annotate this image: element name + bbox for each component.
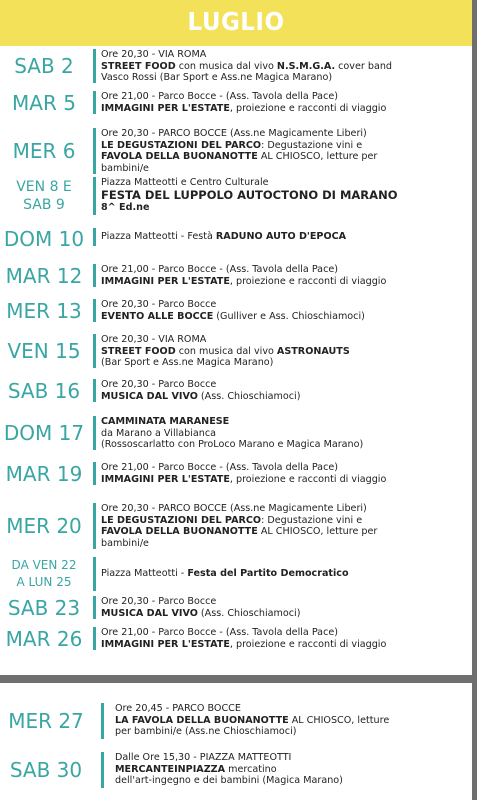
event-text: Dalle Ore 15,30 - PIAZZA MATTEOTTI	[115, 752, 292, 763]
event-row	[0, 462, 472, 485]
event-detail-line	[101, 151, 469, 163]
event-highlight-text: CAMMINATA MARANESE	[101, 416, 230, 427]
event-text: Ore 21,00 - Parco Bocce - (Ass. Tavola della Pace)	[101, 91, 338, 102]
event-row	[0, 703, 472, 739]
event-text: Ore 20,30 - PARCO BOCCE (Ass.ne Magicamente Liberi)	[101, 128, 367, 139]
event-text: Ore 21,00 - Parco Bocce - (Ass. Tavola della Pace)	[101, 462, 338, 473]
event-detail-line	[101, 189, 469, 202]
event-divider	[93, 627, 96, 650]
event-text: Ore 20,45 - PARCO BOCCE	[115, 703, 241, 714]
event-detail-line	[101, 72, 469, 84]
calendar-page-continued	[0, 683, 472, 800]
event-date: MAR 5	[12, 90, 76, 115]
event-detail-line	[101, 231, 469, 243]
event-detail-line	[101, 416, 469, 428]
event-text: : Degustazione vini e	[261, 514, 363, 526]
event-detail-line	[101, 379, 469, 391]
event-highlight-text: IMMAGINI PER L'ESTATE	[101, 275, 230, 287]
event-text: con musica dal vivo	[175, 60, 277, 72]
event-date	[0, 557, 88, 591]
month-title: LUGLIO	[187, 7, 285, 36]
event-highlight-text: EVENTO ALLE BOCCE	[101, 310, 214, 322]
event-row	[0, 557, 472, 591]
event-date: DOM 17	[3, 421, 85, 445]
event-text: Ore 20,30 - Parco Bocce	[101, 596, 217, 607]
event-detail-line	[101, 128, 469, 140]
event-detail-line	[101, 474, 469, 486]
event-date-line: VEN 8 E	[16, 179, 72, 195]
event-date: VEN 15	[7, 339, 81, 363]
event-divider	[93, 379, 96, 402]
event-row	[0, 503, 472, 549]
event-text: AL CHIOSCO, letture per	[257, 526, 378, 538]
event-text: cover band	[335, 60, 393, 72]
event-highlight-text: STREET FOOD	[101, 60, 176, 72]
event-detail-line	[101, 264, 469, 276]
event-details	[101, 503, 469, 549]
event-row	[0, 416, 472, 450]
event-text: Ore 21,00 - Parco Bocce - (Ass. Tavola della Pace)	[101, 264, 338, 275]
event-details	[101, 596, 469, 619]
event-divider	[93, 557, 96, 591]
event-divider	[93, 334, 96, 368]
event-divider	[93, 49, 96, 83]
event-row	[0, 299, 472, 322]
event-details	[115, 703, 472, 738]
event-details	[101, 416, 469, 451]
event-text: (Gulliver e Ass. Chioschiamoci)	[213, 310, 365, 322]
event-date	[0, 178, 88, 214]
event-detail-line	[101, 503, 469, 515]
event-divider	[93, 462, 96, 485]
event-divider	[93, 228, 96, 246]
event-text: per bambini/e (Ass.ne Chioschiamoci)	[115, 726, 297, 738]
event-date: MER 27	[8, 709, 84, 733]
event-detail-line	[101, 91, 469, 103]
event-detail-line	[101, 608, 469, 620]
event-detail-line	[101, 334, 469, 346]
event-divider	[93, 416, 96, 450]
event-text: Piazza Matteotti -	[101, 568, 188, 579]
event-detail-line	[101, 311, 469, 323]
event-details	[101, 462, 469, 485]
event-detail-line	[101, 515, 469, 527]
event-details	[101, 49, 469, 84]
event-divider	[93, 264, 96, 287]
event-detail-line	[101, 627, 469, 639]
event-text: , proiezione e racconti di viaggio	[229, 638, 387, 650]
event-date: MAR 26	[5, 626, 83, 651]
event-date: MER 13	[6, 298, 82, 323]
event-row	[0, 379, 472, 402]
event-text: Piazza Matteotti - Festà	[101, 231, 216, 242]
event-text: Ore 20,30 - Parco Bocce	[101, 379, 217, 390]
event-highlight-text: 8^ Ed.ne	[101, 201, 150, 213]
event-detail-line	[101, 140, 469, 152]
event-detail-line	[101, 538, 469, 550]
event-detail-line	[115, 726, 472, 738]
event-details	[101, 334, 469, 369]
event-row	[0, 128, 472, 174]
event-text: , proiezione e racconti di viaggio	[229, 275, 387, 287]
event-text: mercatino	[225, 763, 277, 775]
event-text: : Degustazione vini e	[261, 139, 363, 151]
event-detail-line	[101, 596, 469, 608]
event-detail-line	[115, 764, 472, 776]
event-text: dell'art-ingegno e dei bambini (Magica Marano)	[115, 775, 343, 787]
event-detail-line	[115, 703, 472, 715]
event-date: SAB 30	[9, 758, 83, 782]
event-row	[0, 227, 472, 251]
event-date: MER 6	[12, 139, 76, 163]
event-highlight-text: IMMAGINI PER L'ESTATE	[101, 473, 230, 485]
event-text: Piazza Matteotti e Centro Culturale	[101, 177, 269, 188]
event-highlight-text: IMMAGINI PER L'ESTATE	[101, 102, 230, 114]
event-highlight-text: FAVOLA DELLA BUONANOTTE	[101, 526, 258, 538]
event-detail-line	[101, 462, 469, 474]
event-detail-line	[101, 568, 469, 580]
event-divider	[93, 503, 96, 549]
event-highlight-text: RADUNO AUTO D'EPOCA	[215, 231, 347, 242]
event-text: da Marano a Villabianca	[101, 427, 217, 439]
event-details	[101, 568, 469, 580]
event-detail-line	[101, 276, 469, 288]
event-divider	[93, 91, 96, 114]
event-date-line: A LUN 25	[16, 575, 72, 589]
event-details	[101, 264, 469, 287]
event-row	[0, 627, 472, 650]
event-date: MAR 12	[5, 263, 83, 288]
event-row	[0, 264, 472, 287]
event-highlight-text: LE DEGUSTAZIONI DEL PARCO	[101, 514, 262, 526]
event-detail-line	[101, 163, 469, 175]
event-detail-line	[115, 715, 472, 727]
event-text: (Bar Sport e Ass.ne Magica Marano)	[101, 357, 274, 369]
event-date: DOM 10	[3, 227, 85, 251]
event-text: , proiezione e racconti di viaggio	[229, 102, 387, 114]
event-row	[0, 334, 472, 368]
event-highlight-text: FAVOLA DELLA BUONANOTTE	[101, 151, 258, 163]
event-divider	[93, 299, 96, 322]
event-detail-line	[101, 391, 469, 403]
event-text: Ore 20,30 - VIA ROMA	[101, 334, 207, 345]
event-details	[101, 231, 469, 243]
event-date-line: SAB 9	[23, 197, 65, 213]
event-detail-line	[101, 202, 469, 214]
event-details	[101, 379, 469, 402]
event-highlight-text: Festa del Partito Democratico	[187, 568, 349, 579]
event-date: MAR 19	[5, 461, 83, 486]
event-date: SAB 23	[7, 595, 81, 620]
event-text: , proiezione e racconti di viaggio	[229, 473, 387, 485]
event-detail-line	[115, 752, 472, 764]
event-divider	[93, 596, 96, 619]
event-details	[101, 91, 469, 114]
event-details	[101, 299, 469, 322]
event-divider	[101, 703, 104, 739]
event-highlight-text: FESTA DEL LUPPOLO AUTOCTONO DI MARANO	[101, 187, 398, 202]
event-text: Ore 20,30 - VIA ROMA	[101, 49, 207, 60]
event-date: MER 20	[6, 514, 82, 538]
event-highlight-text: IMMAGINI PER L'ESTATE	[101, 638, 230, 650]
event-detail-line	[101, 299, 469, 311]
event-text: bambini/e	[101, 162, 149, 174]
event-highlight-text: ASTRONAUTS	[276, 345, 350, 357]
event-text: (Rossoscarlatto con ProLoco Marano e Magica Marano)	[101, 439, 364, 451]
event-date-line: DA VEN 22	[11, 558, 77, 572]
event-text: bambini/e	[101, 537, 149, 549]
event-text: con musica dal vivo	[175, 345, 277, 357]
event-date: SAB 16	[7, 378, 81, 403]
event-text: Ore 20,30 - PARCO BOCCE (Ass.ne Magicamente Liberi)	[101, 503, 367, 514]
event-row	[0, 49, 472, 83]
event-detail-line	[101, 428, 469, 440]
event-highlight-text: LA FAVOLA DELLA BUONANOTTE	[115, 714, 289, 726]
event-detail-line	[101, 49, 469, 61]
event-details	[101, 177, 469, 213]
event-detail-line	[115, 775, 472, 787]
event-text: (Ass. Chioschiamoci)	[197, 607, 301, 619]
month-header	[0, 0, 472, 46]
event-row	[0, 752, 472, 788]
event-detail-line	[101, 61, 469, 73]
event-detail-line	[101, 103, 469, 115]
event-highlight-text: MERCANTEINPIAZZA	[115, 763, 226, 775]
event-details	[115, 752, 472, 787]
event-highlight-text: STREET FOOD	[101, 345, 176, 357]
event-detail-line	[101, 639, 469, 651]
event-detail-line	[101, 357, 469, 369]
event-row	[0, 596, 472, 619]
event-highlight-text: MUSICA DAL VIVO	[101, 390, 198, 402]
event-text: AL CHIOSCO, letture per	[257, 151, 378, 163]
event-highlight-text: N.S.M.G.A.	[276, 60, 336, 72]
event-highlight-text: MUSICA DAL VIVO	[101, 607, 198, 619]
event-detail-line	[101, 439, 469, 451]
event-highlight-text: LE DEGUSTAZIONI DEL PARCO	[101, 139, 262, 151]
event-detail-line	[101, 346, 469, 358]
event-details	[101, 128, 469, 174]
event-detail-line	[101, 526, 469, 538]
event-divider	[101, 752, 104, 788]
event-date: SAB 2	[14, 54, 74, 78]
event-text: AL CHIOSCO, letture	[288, 714, 390, 726]
event-text: (Ass. Chioschiamoci)	[197, 390, 301, 402]
event-divider	[93, 177, 96, 215]
event-row	[0, 177, 472, 215]
event-row	[0, 91, 472, 114]
event-details	[101, 627, 469, 650]
event-divider	[93, 128, 96, 174]
event-text: Vasco Rossi (Bar Sport e Ass.ne Magica Marano)	[101, 72, 333, 84]
event-text: Ore 21,00 - Parco Bocce - (Ass. Tavola della Pace)	[101, 627, 338, 638]
event-text: Ore 20,30 - Parco Bocce	[101, 299, 217, 310]
